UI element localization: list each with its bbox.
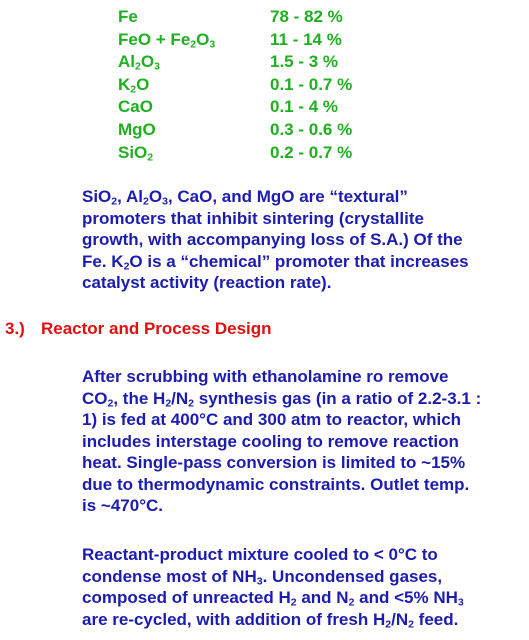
mixture-paragraph <box>82 544 522 630</box>
text-line: promoters that inhibit sintering (crystallite <box>82 208 424 228</box>
text-line: composed of unreacted $H_2$ and $N_2$ and <5% $NH_3$ <box>82 588 464 609</box>
component-name: $K_2O$ <box>118 74 150 96</box>
text-line: condense most of $NH_3$. Uncondensed gases, <box>82 566 443 588</box>
component-name: FeO + $Fe_2O_3$ <box>118 29 216 51</box>
text-line: Reactant-product mixture cooled to < 0°C to <box>82 545 438 564</box>
component-name: MgO <box>118 119 156 139</box>
component-name: CaO <box>118 97 153 117</box>
text-line: due to thermodynamic constraints. Outlet temp. <box>82 474 470 494</box>
text-line: growth, with accompanying loss of S.A.) Of the <box>82 230 463 249</box>
text-line: After scrubbing with ethanolamine ro remove <box>82 367 449 386</box>
section-heading <box>5 319 272 339</box>
component-range: 1.5 - 3 % <box>270 52 339 72</box>
section-number: 3.) <box>5 319 25 338</box>
text-line: 1) is fed at 400°C and 300 atm to reactor, which <box>82 410 462 429</box>
component-range: 78 - 82 % <box>270 7 343 26</box>
section-title: Reactor and Process Design <box>41 319 272 338</box>
text-line: includes interstage cooling to remove reaction <box>82 431 459 451</box>
component-name: SiO$_2$ <box>118 142 154 164</box>
text-line: $CO_2$, the $H_2/N_2$ synthesis gas (in a ratio of 2.2-3.1 : <box>82 388 482 410</box>
text-line: is ~470°C. <box>82 496 163 515</box>
component-range: 0.1 - 0.7 % <box>270 74 353 94</box>
text-line: are re-cycled, with addition of fresh $H_2/N_2$ feed. <box>82 609 459 631</box>
text-line: heat. Single-pass conversion is limited to ~15% <box>82 453 466 472</box>
design-paragraph <box>82 366 522 517</box>
text-line: Fe. $K_2O$ is a “chemical” promoter that increases <box>82 251 469 273</box>
component-name: Fe <box>118 7 138 26</box>
component-range: 0.3 - 0.6 % <box>270 119 353 139</box>
component-range: 11 - 14 % <box>270 29 342 49</box>
text-line: catalyst activity (reaction rate). <box>82 273 332 292</box>
component-name: $Al_2O_3$ <box>118 52 160 73</box>
promoters-paragraph <box>82 186 522 294</box>
component-range: 0.1 - 4 % <box>270 97 339 117</box>
component-range: 0.2 - 0.7 % <box>270 142 353 162</box>
text-line: SiO$_2$, $Al_2O_3$, CaO, and MgO are “textural” <box>82 187 408 208</box>
